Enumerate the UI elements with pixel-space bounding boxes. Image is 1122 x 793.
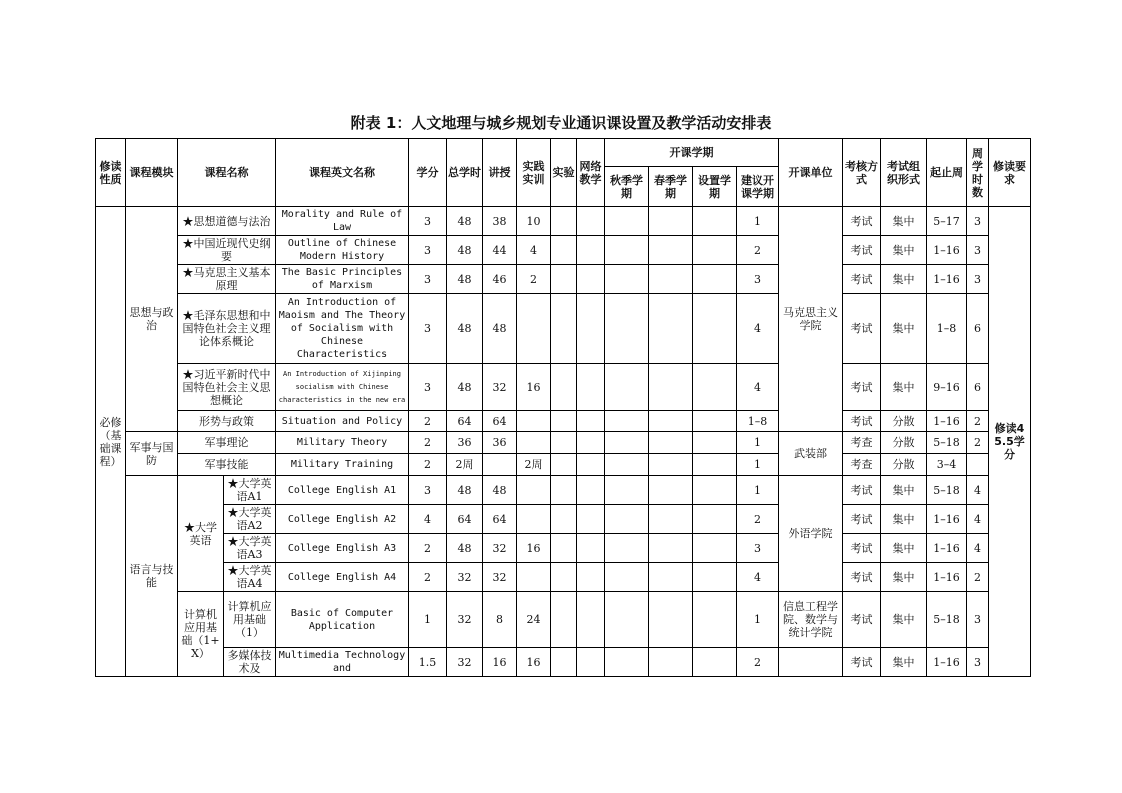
exam-method-cell: 考试 xyxy=(843,505,881,534)
course-en: College English A2 xyxy=(276,505,409,534)
setup-cell xyxy=(693,563,737,592)
header-requirement: 修读要求 xyxy=(989,139,1031,207)
setup-cell xyxy=(693,411,737,432)
credits-cell: 2 xyxy=(409,454,447,476)
course-en: Military Theory xyxy=(276,432,409,454)
exam-form-cell: 集中 xyxy=(881,592,927,648)
experiment-cell xyxy=(551,364,577,411)
practice-cell xyxy=(517,294,551,364)
module-politics: 思想与政治 xyxy=(126,207,178,432)
setup-cell xyxy=(693,207,737,236)
exam-method-cell: 考试 xyxy=(843,648,881,677)
header-row-1 xyxy=(96,139,1031,167)
practice-cell: 2周 xyxy=(517,454,551,476)
experiment-cell xyxy=(551,563,577,592)
header-autumn: 秋季学期 xyxy=(605,167,649,207)
weekly-hours-cell xyxy=(967,454,989,476)
exam-form-cell: 集中 xyxy=(881,364,927,411)
experiment-cell xyxy=(551,476,577,505)
course-name: 军事理论 xyxy=(178,432,276,454)
weekly-hours-cell: 2 xyxy=(967,563,989,592)
header-course-en: 课程英文名称 xyxy=(276,139,409,207)
total-hours-cell: 48 xyxy=(447,364,483,411)
practice-cell: 16 xyxy=(517,364,551,411)
course-name: 计算机应用基础（1） xyxy=(224,592,276,648)
weeks-cell: 5–18 xyxy=(927,476,967,505)
setup-cell xyxy=(693,476,737,505)
course-name: ★大学英语A4 xyxy=(224,563,276,592)
exam-method-cell: 考试 xyxy=(843,411,881,432)
course-en: Situation and Policy xyxy=(276,411,409,432)
spring-cell xyxy=(649,505,693,534)
header-lecture: 讲授 xyxy=(483,139,517,207)
suggest-cell: 1 xyxy=(737,454,779,476)
autumn-cell xyxy=(605,592,649,648)
weeks-cell: 9–16 xyxy=(927,364,967,411)
weeks-cell: 5–18 xyxy=(927,432,967,454)
weekly-hours-cell: 4 xyxy=(967,534,989,563)
exam-form-cell: 分散 xyxy=(881,432,927,454)
exam-form-cell: 集中 xyxy=(881,265,927,294)
autumn-cell xyxy=(605,563,649,592)
suggest-cell: 4 xyxy=(737,563,779,592)
spring-cell xyxy=(649,476,693,505)
practice-cell: 10 xyxy=(517,207,551,236)
course-name: ★马克思主义基本原理 xyxy=(178,265,276,294)
table-row xyxy=(96,294,1031,364)
weekly-hours-cell: 6 xyxy=(967,294,989,364)
setup-cell xyxy=(693,294,737,364)
suggest-cell: 4 xyxy=(737,364,779,411)
setup-cell xyxy=(693,236,737,265)
suggest-cell: 2 xyxy=(737,648,779,677)
exam-form-cell: 集中 xyxy=(881,563,927,592)
lecture-cell: 48 xyxy=(483,476,517,505)
credits-cell: 3 xyxy=(409,265,447,294)
header-nature: 修读性质 xyxy=(96,139,126,207)
online-cell xyxy=(577,411,605,432)
suggest-cell: 1 xyxy=(737,476,779,505)
header-online: 网络教学 xyxy=(577,139,605,207)
autumn-cell xyxy=(605,476,649,505)
total-hours-cell: 48 xyxy=(447,236,483,265)
experiment-cell xyxy=(551,432,577,454)
exam-form-cell: 集中 xyxy=(881,505,927,534)
total-hours-cell: 48 xyxy=(447,207,483,236)
total-hours-cell: 64 xyxy=(447,505,483,534)
exam-form-cell: 分散 xyxy=(881,454,927,476)
total-hours-cell: 36 xyxy=(447,432,483,454)
credits-cell: 3 xyxy=(409,364,447,411)
credits-cell: 4 xyxy=(409,505,447,534)
table-row xyxy=(96,505,1031,534)
online-cell xyxy=(577,207,605,236)
experiment-cell xyxy=(551,411,577,432)
practice-cell: 4 xyxy=(517,236,551,265)
weeks-cell: 1–16 xyxy=(927,265,967,294)
page-title: 附表 1：人文地理与城乡规划专业通识课设置及教学活动安排表 xyxy=(350,114,772,132)
credits-cell: 3 xyxy=(409,476,447,505)
course-en: Basic of Computer Application xyxy=(276,592,409,648)
dept-foreign: 外语学院 xyxy=(779,476,843,592)
suggest-cell: 2 xyxy=(737,236,779,265)
lecture-cell: 44 xyxy=(483,236,517,265)
table-row xyxy=(96,364,1031,411)
total-hours-cell: 48 xyxy=(447,294,483,364)
experiment-cell xyxy=(551,236,577,265)
table-row xyxy=(96,534,1031,563)
course-en: An Introduction of Xijinping socialism with Chinese characteristics in the new era xyxy=(276,364,409,411)
weeks-cell: 3–4 xyxy=(927,454,967,476)
experiment-cell xyxy=(551,265,577,294)
table-row xyxy=(96,411,1031,432)
table-row xyxy=(96,592,1031,648)
exam-method-cell: 考试 xyxy=(843,265,881,294)
header-module: 课程模块 xyxy=(126,139,178,207)
practice-cell: 16 xyxy=(517,534,551,563)
experiment-cell xyxy=(551,294,577,364)
exam-form-cell: 集中 xyxy=(881,294,927,364)
online-cell xyxy=(577,563,605,592)
autumn-cell xyxy=(605,454,649,476)
exam-method-cell: 考试 xyxy=(843,534,881,563)
dept-cell xyxy=(779,648,843,677)
total-hours-cell: 32 xyxy=(447,648,483,677)
exam-method-cell: 考试 xyxy=(843,563,881,592)
weeks-cell: 1–16 xyxy=(927,236,967,265)
online-cell xyxy=(577,265,605,294)
weekly-hours-cell: 3 xyxy=(967,236,989,265)
table-row xyxy=(96,563,1031,592)
autumn-cell xyxy=(605,265,649,294)
module-military: 军事与国防 xyxy=(126,432,178,476)
table-row xyxy=(96,207,1031,236)
spring-cell xyxy=(649,364,693,411)
table-row xyxy=(96,648,1031,677)
lecture-cell: 16 xyxy=(483,648,517,677)
credits-cell: 1 xyxy=(409,592,447,648)
header-spring: 春季学期 xyxy=(649,167,693,207)
weekly-hours-cell: 6 xyxy=(967,364,989,411)
setup-cell xyxy=(693,592,737,648)
dept-armed: 武装部 xyxy=(779,432,843,476)
header-credits: 学分 xyxy=(409,139,447,207)
practice-cell: 16 xyxy=(517,648,551,677)
header-exam-method: 考核方式 xyxy=(843,139,881,207)
online-cell xyxy=(577,236,605,265)
spring-cell xyxy=(649,411,693,432)
experiment-cell xyxy=(551,592,577,648)
practice-cell xyxy=(517,476,551,505)
credits-cell: 2 xyxy=(409,563,447,592)
course-en: The Basic Principles of Marxism xyxy=(276,265,409,294)
spring-cell xyxy=(649,648,693,677)
total-hours-cell: 48 xyxy=(447,476,483,505)
autumn-cell xyxy=(605,648,649,677)
exam-form-cell: 分散 xyxy=(881,411,927,432)
setup-cell xyxy=(693,364,737,411)
setup-cell xyxy=(693,648,737,677)
course-name: 军事技能 xyxy=(178,454,276,476)
autumn-cell xyxy=(605,236,649,265)
header-practice: 实践实训 xyxy=(517,139,551,207)
suggest-cell: 1 xyxy=(737,432,779,454)
weekly-hours-cell: 2 xyxy=(967,432,989,454)
course-en: Multimedia Technology and xyxy=(276,648,409,677)
exam-method-cell: 考试 xyxy=(843,207,881,236)
spring-cell xyxy=(649,432,693,454)
weeks-cell: 5–18 xyxy=(927,592,967,648)
suggest-cell: 2 xyxy=(737,505,779,534)
course-en: College English A4 xyxy=(276,563,409,592)
lecture-cell: 48 xyxy=(483,294,517,364)
total-hours-cell: 48 xyxy=(447,534,483,563)
course-name: ★习近平新时代中国特色社会主义思想概论 xyxy=(178,364,276,411)
credits-cell: 3 xyxy=(409,294,447,364)
total-hours-cell: 64 xyxy=(447,411,483,432)
autumn-cell xyxy=(605,364,649,411)
weeks-cell: 1–16 xyxy=(927,534,967,563)
weeks-cell: 1–16 xyxy=(927,563,967,592)
online-cell xyxy=(577,476,605,505)
lecture-cell: 32 xyxy=(483,563,517,592)
table-row xyxy=(96,265,1031,294)
weekly-hours-cell: 3 xyxy=(967,592,989,648)
suggest-cell: 3 xyxy=(737,534,779,563)
exam-form-cell: 集中 xyxy=(881,648,927,677)
header-weeks: 起止周 xyxy=(927,139,967,207)
online-cell xyxy=(577,534,605,563)
autumn-cell xyxy=(605,294,649,364)
header-experiment: 实验 xyxy=(551,139,577,207)
course-en: Outline of Chinese Modern History xyxy=(276,236,409,265)
exam-method-cell: 考试 xyxy=(843,592,881,648)
course-name: 多媒体技术及 xyxy=(224,648,276,677)
spring-cell xyxy=(649,265,693,294)
total-hours-cell: 32 xyxy=(447,563,483,592)
course-en: College English A3 xyxy=(276,534,409,563)
practice-cell xyxy=(517,563,551,592)
header-suggest: 建议开课学期 xyxy=(737,167,779,207)
online-cell xyxy=(577,294,605,364)
exam-method-cell: 考试 xyxy=(843,364,881,411)
header-dept: 开课单位 xyxy=(779,139,843,207)
exam-form-cell: 集中 xyxy=(881,534,927,563)
suggest-cell: 3 xyxy=(737,265,779,294)
course-en: Military Training xyxy=(276,454,409,476)
practice-cell xyxy=(517,505,551,534)
dept-marxism: 马克思主义学院 xyxy=(779,207,843,432)
nature-cell: 必修（基础课程） xyxy=(96,207,126,677)
spring-cell xyxy=(649,592,693,648)
setup-cell xyxy=(693,534,737,563)
header-setup: 设置学期 xyxy=(693,167,737,207)
requirement-cell: 修读45.5学分 xyxy=(989,207,1031,677)
lecture-cell: 32 xyxy=(483,364,517,411)
header-exam-form: 考试组织形式 xyxy=(881,139,927,207)
spring-cell xyxy=(649,207,693,236)
lecture-cell: 64 xyxy=(483,411,517,432)
online-cell xyxy=(577,505,605,534)
module-computer: 计算机应用基础（1+X） xyxy=(178,592,224,677)
online-cell xyxy=(577,454,605,476)
online-cell xyxy=(577,592,605,648)
course-name: ★毛泽东思想和中国特色社会主义理论体系概论 xyxy=(178,294,276,364)
spring-cell xyxy=(649,454,693,476)
course-name: ★思想道德与法治 xyxy=(178,207,276,236)
experiment-cell xyxy=(551,505,577,534)
weekly-hours-cell: 3 xyxy=(967,207,989,236)
spring-cell xyxy=(649,563,693,592)
dept-info: 信息工程学院、数学与统计学院 xyxy=(779,592,843,648)
weeks-cell: 1–16 xyxy=(927,648,967,677)
weekly-hours-cell: 3 xyxy=(967,648,989,677)
autumn-cell xyxy=(605,432,649,454)
lecture-cell: 64 xyxy=(483,505,517,534)
weekly-hours-cell: 3 xyxy=(967,265,989,294)
weeks-cell: 5–17 xyxy=(927,207,967,236)
credits-cell: 2 xyxy=(409,411,447,432)
spring-cell xyxy=(649,294,693,364)
exam-method-cell: 考查 xyxy=(843,432,881,454)
module-language: 语言与技能 xyxy=(126,476,178,677)
course-name: ★大学英语A2 xyxy=(224,505,276,534)
header-course-name: 课程名称 xyxy=(178,139,276,207)
online-cell xyxy=(577,648,605,677)
table-row xyxy=(96,454,1031,476)
autumn-cell xyxy=(605,207,649,236)
total-hours-cell: 2周 xyxy=(447,454,483,476)
header-total-hours: 总学时 xyxy=(447,139,483,207)
lecture-cell: 8 xyxy=(483,592,517,648)
weekly-hours-cell: 4 xyxy=(967,505,989,534)
exam-form-cell: 集中 xyxy=(881,236,927,265)
exam-method-cell: 考试 xyxy=(843,476,881,505)
experiment-cell xyxy=(551,454,577,476)
course-en: Morality and Rule of Law xyxy=(276,207,409,236)
header-semester-group: 开课学期 xyxy=(605,139,779,167)
total-hours-cell: 32 xyxy=(447,592,483,648)
credits-cell: 3 xyxy=(409,207,447,236)
setup-cell xyxy=(693,265,737,294)
course-name: ★大学英语A3 xyxy=(224,534,276,563)
course-name: ★大学英语A1 xyxy=(224,476,276,505)
practice-cell xyxy=(517,432,551,454)
credits-cell: 2 xyxy=(409,432,447,454)
practice-cell: 2 xyxy=(517,265,551,294)
practice-cell: 24 xyxy=(517,592,551,648)
lecture-cell: 32 xyxy=(483,534,517,563)
practice-cell xyxy=(517,411,551,432)
lecture-cell: 46 xyxy=(483,265,517,294)
table-row xyxy=(96,236,1031,265)
course-table xyxy=(95,138,1031,677)
setup-cell xyxy=(693,505,737,534)
suggest-cell: 4 xyxy=(737,294,779,364)
suggest-cell: 1 xyxy=(737,592,779,648)
experiment-cell xyxy=(551,648,577,677)
lecture-cell: 38 xyxy=(483,207,517,236)
header-weekly-hours: 周学时数 xyxy=(967,139,989,207)
table-row xyxy=(96,476,1031,505)
course-en: College English A1 xyxy=(276,476,409,505)
lecture-cell xyxy=(483,454,517,476)
weeks-cell: 1–8 xyxy=(927,294,967,364)
suggest-cell: 1 xyxy=(737,207,779,236)
exam-method-cell: 考查 xyxy=(843,454,881,476)
lecture-cell: 36 xyxy=(483,432,517,454)
module-english: ★大学英语 xyxy=(178,476,224,592)
total-hours-cell: 48 xyxy=(447,265,483,294)
exam-form-cell: 集中 xyxy=(881,476,927,505)
autumn-cell xyxy=(605,534,649,563)
online-cell xyxy=(577,432,605,454)
autumn-cell xyxy=(605,505,649,534)
course-name: 形势与政策 xyxy=(178,411,276,432)
weekly-hours-cell: 2 xyxy=(967,411,989,432)
exam-method-cell: 考试 xyxy=(843,236,881,265)
spring-cell xyxy=(649,236,693,265)
setup-cell xyxy=(693,432,737,454)
exam-form-cell: 集中 xyxy=(881,207,927,236)
credits-cell: 1.5 xyxy=(409,648,447,677)
experiment-cell xyxy=(551,207,577,236)
weeks-cell: 1–16 xyxy=(927,505,967,534)
credits-cell: 2 xyxy=(409,534,447,563)
weeks-cell: 1–16 xyxy=(927,411,967,432)
setup-cell xyxy=(693,454,737,476)
exam-method-cell: 考试 xyxy=(843,294,881,364)
table-row xyxy=(96,432,1031,454)
online-cell xyxy=(577,364,605,411)
credits-cell: 3 xyxy=(409,236,447,265)
weekly-hours-cell: 4 xyxy=(967,476,989,505)
spring-cell xyxy=(649,534,693,563)
suggest-cell: 1–8 xyxy=(737,411,779,432)
course-name: ★中国近现代史纲要 xyxy=(178,236,276,265)
course-en: An Introduction of Maoism and The Theory of Socialism with Chinese Characteristics xyxy=(276,294,409,364)
autumn-cell xyxy=(605,411,649,432)
experiment-cell xyxy=(551,534,577,563)
